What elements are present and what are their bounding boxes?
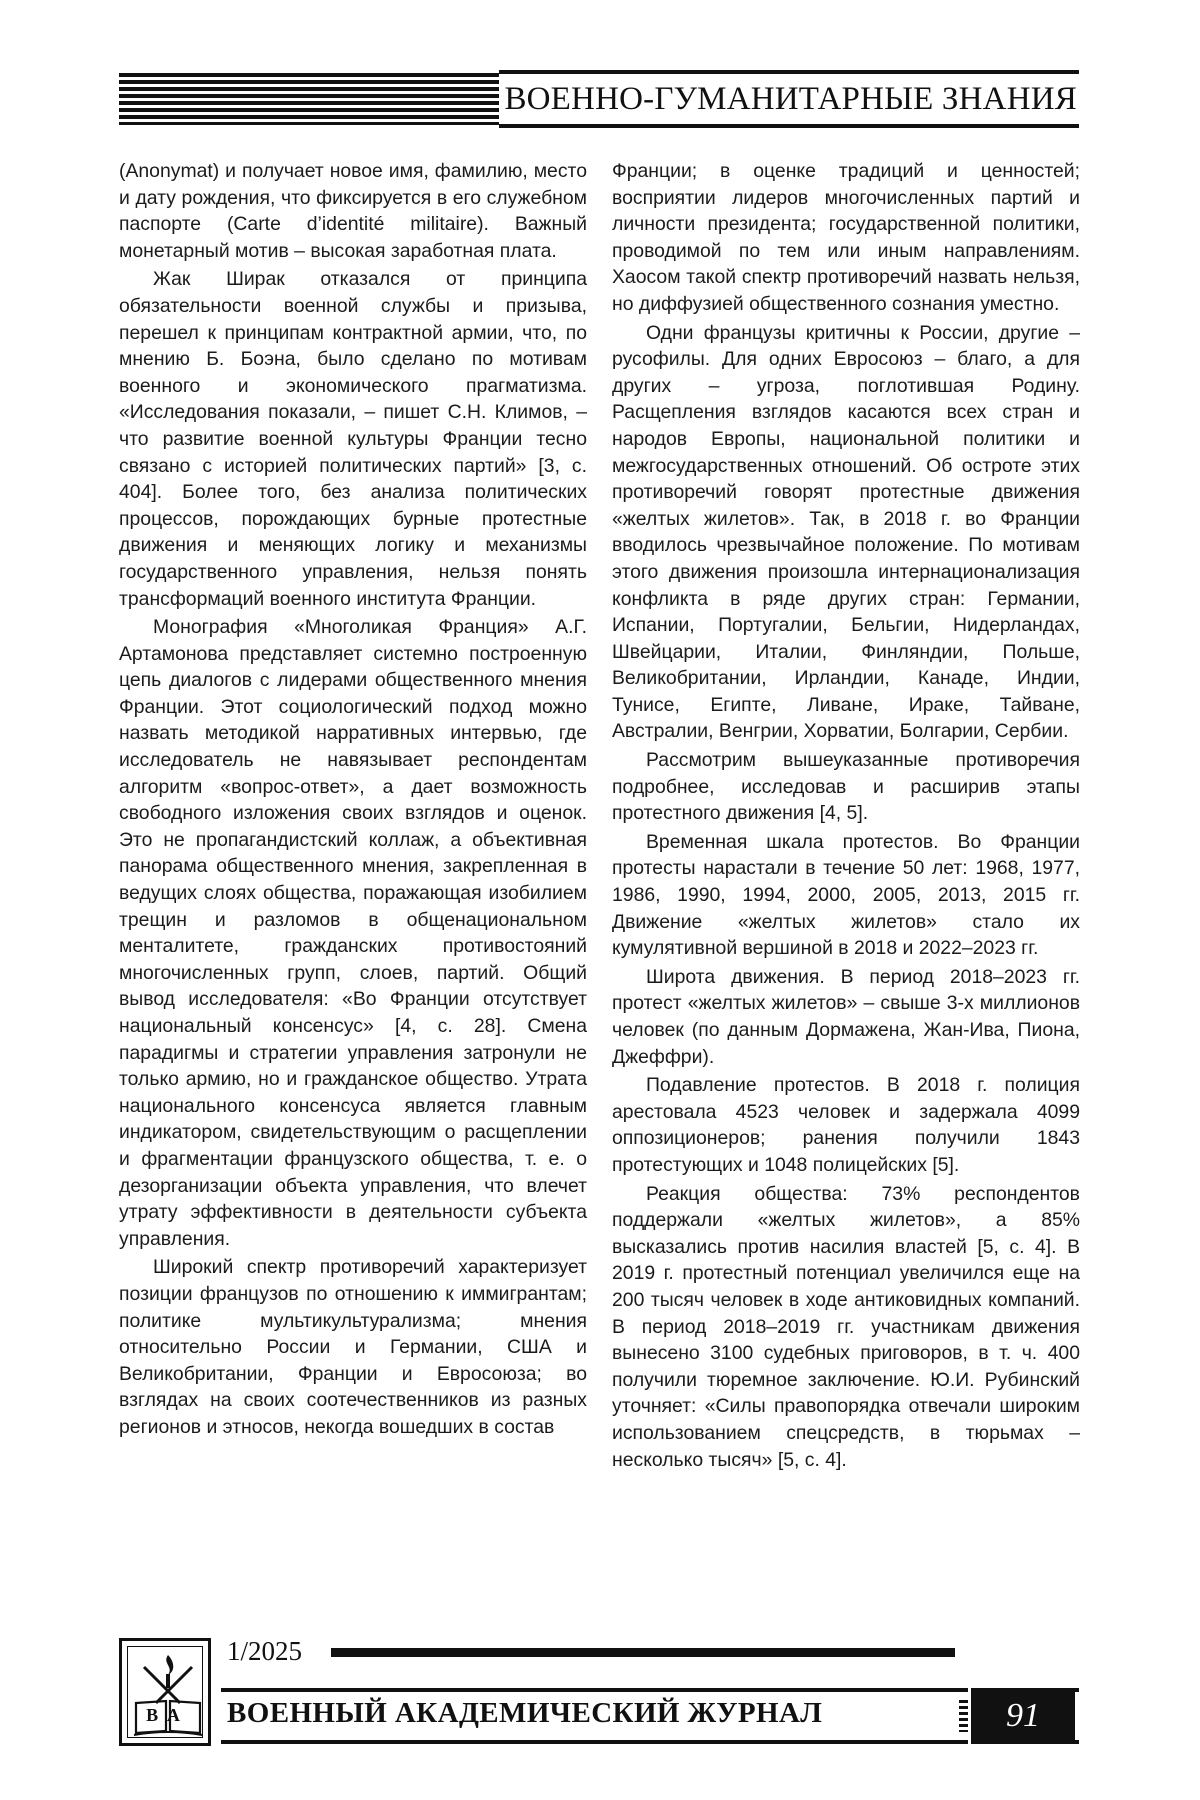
section-title: ВОЕННО-ГУМАНИТАРНЫЕ ЗНАНИЯ bbox=[504, 80, 1077, 117]
paragraph: Широкий спектр противоречий характеризует позиции французов по отношению к иммигрантам; политике мультикультурализма; мнения относительно России и Германии, США и Великобритании, Франции и Евросоюза; во взглядах на своих соотечественников из разных регионов и этносов, некогда вошедших в состав bbox=[119, 1256, 587, 1438]
paragraph: Одни французы критичны к России, другие – русофилы. Для одних Евросоюз – благо, а для других – угроза, поглотившая Родину. Расщепления взглядов касаются всех стран и народов Европы, национальной политики и межгосударственных отношений. Об остроте этих противоречий говорят протестные движения «желтых жилетов». Так, в 2018 г. во Франции вводилось чрезвычайное положение. По мотивам этого движения произошла интернационализация конфликта в ряде других стран: Германии, Испании, Португалии, Бельгии, Нидерландах, Швейцарии, Италии, Финляндии, Польше, Великобритании, Ирландии, Канаде, Индии, Тунисе, Египте, Ливане, Ираке, Тайване, Австралии, Венгрии, Хорватии, Болгарии, Сербии. bbox=[612, 321, 1080, 743]
paragraph: Временная шкала протестов. Во Франции протесты нарастали в течение 50 лет: 1968, 1977, 1986, 1990, 1994, 2000, 2005, 2013, 2015 гг. Движение «желтых жилетов» стало их кумулятивной вершиной в 2018 и 2022–2023 гг. bbox=[612, 830, 1080, 960]
paragraph: Рассмотрим вышеуказанные противоречия подробнее, исследовав и расширив этапы протестного движения [4, 5]. bbox=[612, 749, 1080, 825]
paragraph: Подавление протестов. В 2018 г. полиция арестовала 4523 человек и задержала 4099 оппозиционеров; ранения получили 1843 протестующих и 1048 полицейских [5]. bbox=[612, 1074, 1080, 1176]
left-column bbox=[119, 158, 587, 1441]
header-stripes bbox=[119, 73, 499, 125]
logo-letters: ВА bbox=[146, 1705, 190, 1725]
page-number: 91 bbox=[1006, 1697, 1040, 1734]
right-column bbox=[612, 158, 1080, 1473]
issue-number: 1/2025 bbox=[227, 1636, 303, 1666]
header-title-box bbox=[499, 70, 1079, 128]
page-number-box bbox=[968, 1688, 1075, 1744]
footer-rule bbox=[331, 1648, 955, 1657]
paragraph: Монография «Многоликая Франция» А.Г. Артамонова представляет системно построенную цепь диалогов с лидерами общественного мнения Франции. Этот социологический подход можно назвать методикой нарративных интервью, где исследователь не навязывает респондентам алгоритм «вопрос-ответ», а дает возможность свободного изложения своих взглядов и оценок. Это не пропагандистский коллаж, а объективная панорама общественного мнения, закрепленная в ведущих слоях общества, поражающая изобилием трещин и разломов в общенациональном менталитете, гражданских противостояний многочисленных групп, слоев, партий. Общий вывод исследователя: «Во Франции отсутствует национальный консенсус» [4, с. 28]. Смена парадигмы и стратегии управления затронули не только армию, но и гражданское общество. Утрата национального консенсуса является главным индикатором, свидетельствующим о расщеплении и фрагментации французского общества, т. е. о дезорганизации объекта управления, что влечет утрату эффективности в деятельности субъекта управления. bbox=[119, 616, 587, 1250]
paragraph: Франции; в оценке традиций и ценностей; восприятии лидеров многочисленных партий и личности президента; государственной политики, проводимой по тем или иным направлениям. Хаосом такой спектр противоречий назвать нельзя, но диффузией общественного сознания уместно. bbox=[612, 160, 1080, 315]
journal-title: ВОЕННЫЙ АКАДЕМИЧЕСКИЙ ЖУРНАЛ bbox=[227, 1697, 823, 1729]
journal-bar bbox=[221, 1688, 1079, 1744]
paragraph: (Anonymat) и получает новое имя, фамилию, место и дату рождения, что фиксируется в его служебном паспорте (Carte d’identité militaire). Важный монетарный мотив – высокая заработная плата. bbox=[119, 160, 587, 262]
running-footer bbox=[119, 1638, 1079, 1746]
paragraph: Широта движения. В период 2018–2023 гг. протест «желтых жилетов» – свыше 3-х миллионов человек (по данным Дормажена, Жан-Ива, Пиона, Джеффри). bbox=[612, 965, 1080, 1068]
paragraph: Реакция общества: 73% респондентов поддержали «желтых жилетов», а 85% высказались против насилия властей [5, с. 4]. В 2019 г. протестный потенциал увеличился еще на 200 тысяч человек в ходе антиковидных компаний. В период 2018–2019 гг. участникам движения вынесено 3100 судебных приговоров, в т. ч. 400 получили тюремное заключение. Ю.И. Рубинский уточняет: «Силы правопорядка отвечали широким использованием спецсредств, в тюрьмах – несколько тысяч» [5, с. 4]. bbox=[612, 1182, 1080, 1471]
logo-emblem-icon bbox=[122, 1641, 214, 1749]
running-header bbox=[119, 70, 1079, 128]
journal-logo-icon bbox=[119, 1638, 211, 1746]
paragraph: Жак Ширак отказался от принципа обязательности военной службы и призыва, перешел к принципам контрактной армии, что, по мнению Б. Боэна, было сделано по мотивам военного и экономического прагматизма. «Исследования показали, – пишет С.Н. Климов, – что развитие военной культуры Франции тесно связано с историей политических партий» [3, с. 404]. Более того, без анализа политических процессов, порождающих бурные протестные движения и меняющих логику и механизмы государственного управления, нельзя понять трансформаций военного института Франции. bbox=[119, 268, 587, 610]
